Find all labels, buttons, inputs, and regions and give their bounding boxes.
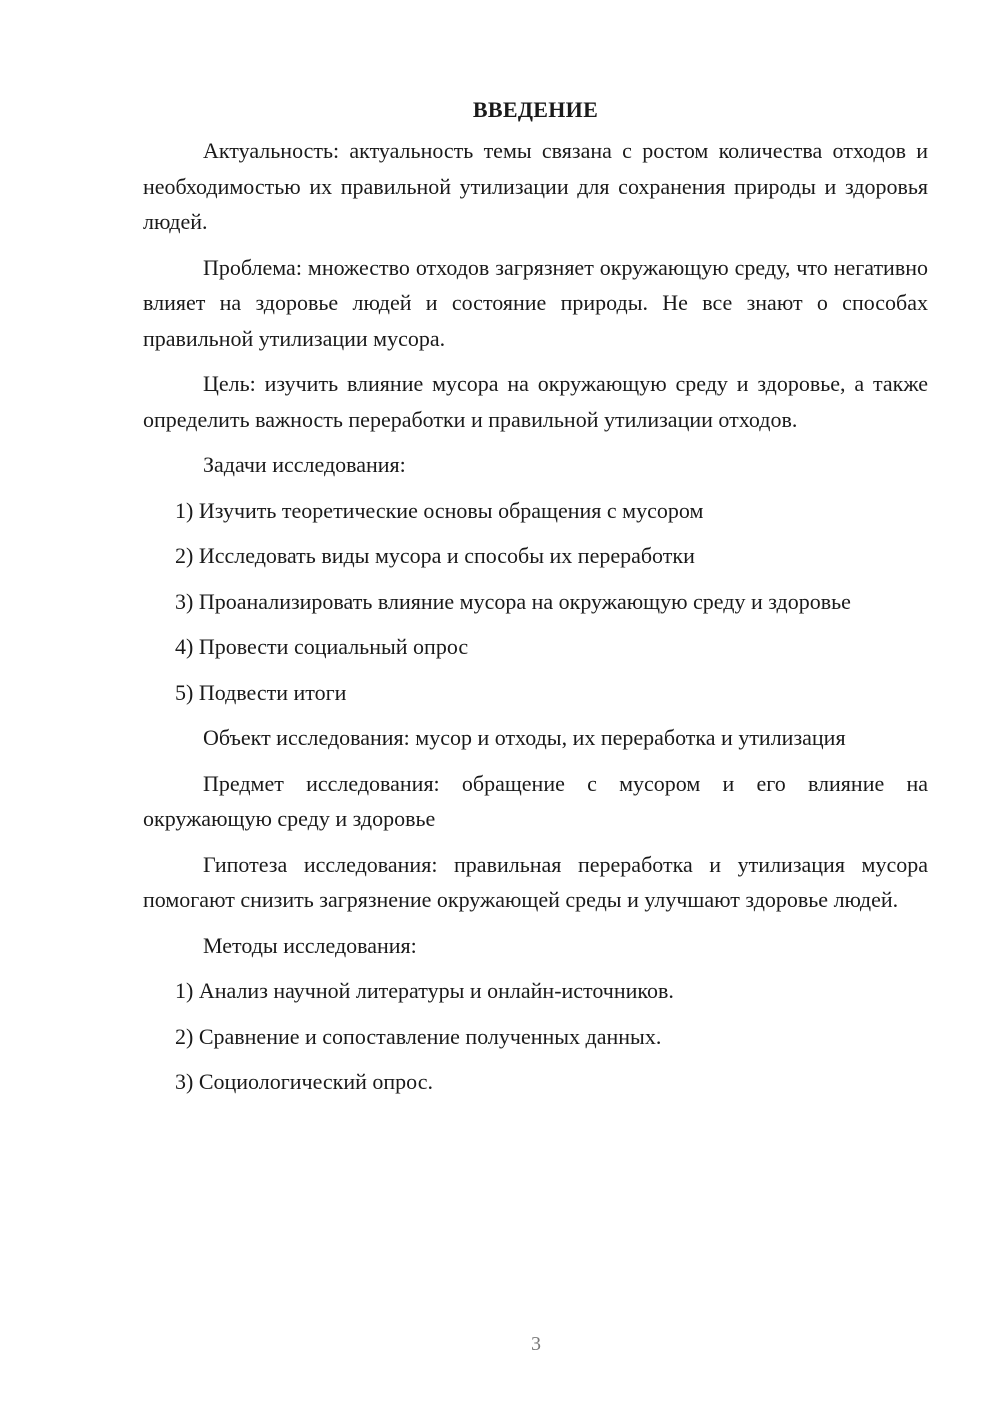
problem-paragraph: Проблема: множество отходов загрязняет окружающую среду, что негативно влияет на здоровье людей и состояние природы. Не все знают о способах правильной утилизации мусора. — [143, 254, 928, 351]
list-item: 4) Провести социальный опрос — [175, 634, 469, 659]
document-page — [143, 92, 928, 1110]
methods-list — [143, 973, 928, 1100]
page-number: 3 — [531, 1333, 541, 1355]
goal-paragraph: Цель: изучить влияние мусора на окружающую среду и здоровье, а также определить важность переработки и правильной утилизации отходов. — [143, 371, 928, 432]
relevance-paragraph: Актуальность: актуальность темы связана с ростом количества отходов и необходимостью их правильной утилизации для сохранения природы и здоровья людей. — [143, 138, 928, 234]
list-item: 2) Сравнение и сопоставление полученных данных. — [175, 1023, 662, 1049]
object-paragraph: Объект исследования: мусор и отходы, их переработка и утилизация — [203, 725, 846, 750]
page-title: ВВЕДЕНИЕ — [472, 97, 599, 122]
list-item: 1) Анализ научной литературы и онлайн-источников. — [175, 978, 674, 1003]
subject-paragraph: Предмет исследования: обращение с мусором и его влияние на окружающую среду и здоровье — [143, 770, 928, 831]
hypothesis-paragraph: Гипотеза исследования: правильная переработка и утилизация мусора помогают снизить загрязнение окружающей среды и улучшают здоровье людей. — [143, 851, 928, 912]
list-item: 1) Изучить теоретические основы обращения с мусором — [175, 497, 704, 523]
methods-title: Методы исследования: — [203, 932, 417, 958]
list-item: 3) Проанализировать влияние мусора на окружающую среду и здоровье — [175, 588, 851, 614]
list-item: 3) Социологический опрос. — [175, 1069, 433, 1094]
list-item: 5) Подвести итоги — [175, 679, 347, 705]
tasks-title: Задачи исследования: — [203, 452, 406, 477]
tasks-list — [143, 493, 928, 711]
list-item: 2) Исследовать виды мусора и способы их переработки — [175, 543, 695, 568]
